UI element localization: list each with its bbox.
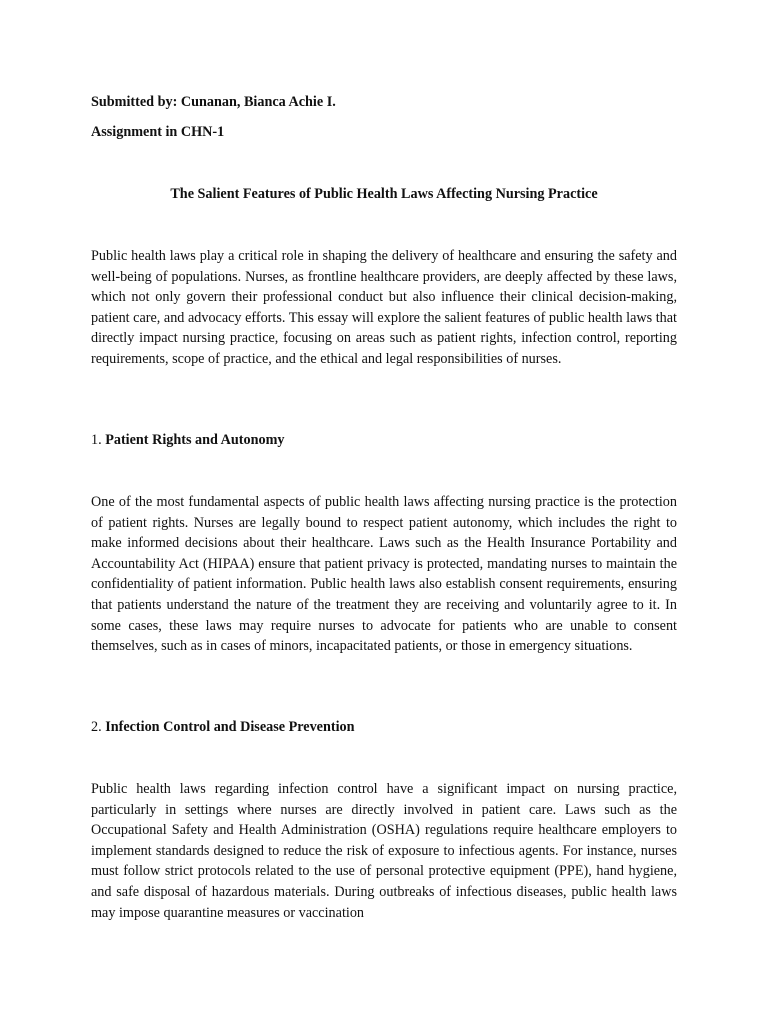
document-title: The Salient Features of Public Health Laws Affecting Nursing Practice — [170, 186, 598, 202]
section-2-heading — [91, 717, 677, 738]
submitted-by-line: Submitted by: Cunanan, Bianca Achie I. — [91, 94, 336, 110]
section-2-title: Infection Control and Disease Prevention — [105, 719, 355, 735]
section-2-number: 2. — [91, 719, 102, 735]
assignment-line: Assignment in CHN-1 — [91, 124, 225, 140]
section-1-title: Patient Rights and Autonomy — [105, 432, 285, 448]
intro-paragraph: Public health laws play a critical role in shaping the delivery of healthcare and ensuring the safety and well-being of populations. Nurses, as frontline healthcare providers, are deeply affected by these laws, which not only govern their professional conduct but also influence their clinical decision-making, patient care, and advocacy efforts. This essay will explore the salient features of public health laws that directly impact nursing practice, focusing on areas such as patient rights, infection control, reporting requirements, scope of practice, and the ethical and legal responsibilities of nurses. — [91, 248, 677, 367]
section-1-heading — [91, 430, 677, 451]
section-1-number: 1. — [91, 432, 102, 448]
section-2-body: Public health laws regarding infection control have a significant impact on nursing practice, particularly in settings where nurses are directly involved in patient care. Laws such as the Occupational Safety and Health Administration (OSHA) regulations require healthcare employers to implement standards designed to reduce the risk of exposure to infectious agents. For instance, nurses must follow strict protocols related to the use of personal protective equipment (PPE), hand hygiene, and safe disposal of hazardous materials. During outbreaks of infectious diseases, public health laws may impose quarantine measures or vaccination — [91, 781, 677, 921]
section-1-body: One of the most fundamental aspects of public health laws affecting nursing practice is the protection of patient rights. Nurses are legally bound to respect patient autonomy, which includes the right to make informed decisions about their healthcare. Laws such as the Health Insurance Portability and Accountability Act (HIPAA) ensure that patient privacy is protected, mandating nurses to maintain the confidentiality of patient information. Public health laws also establish consent requirements, ensuring that patients understand the nature of the treatment they are receiving and voluntarily agree to it. In some cases, these laws may require nurses to advocate for patients who are unable to consent themselves, such as in cases of minors, incapacitated patients, or those in emergency situations. — [91, 494, 677, 655]
